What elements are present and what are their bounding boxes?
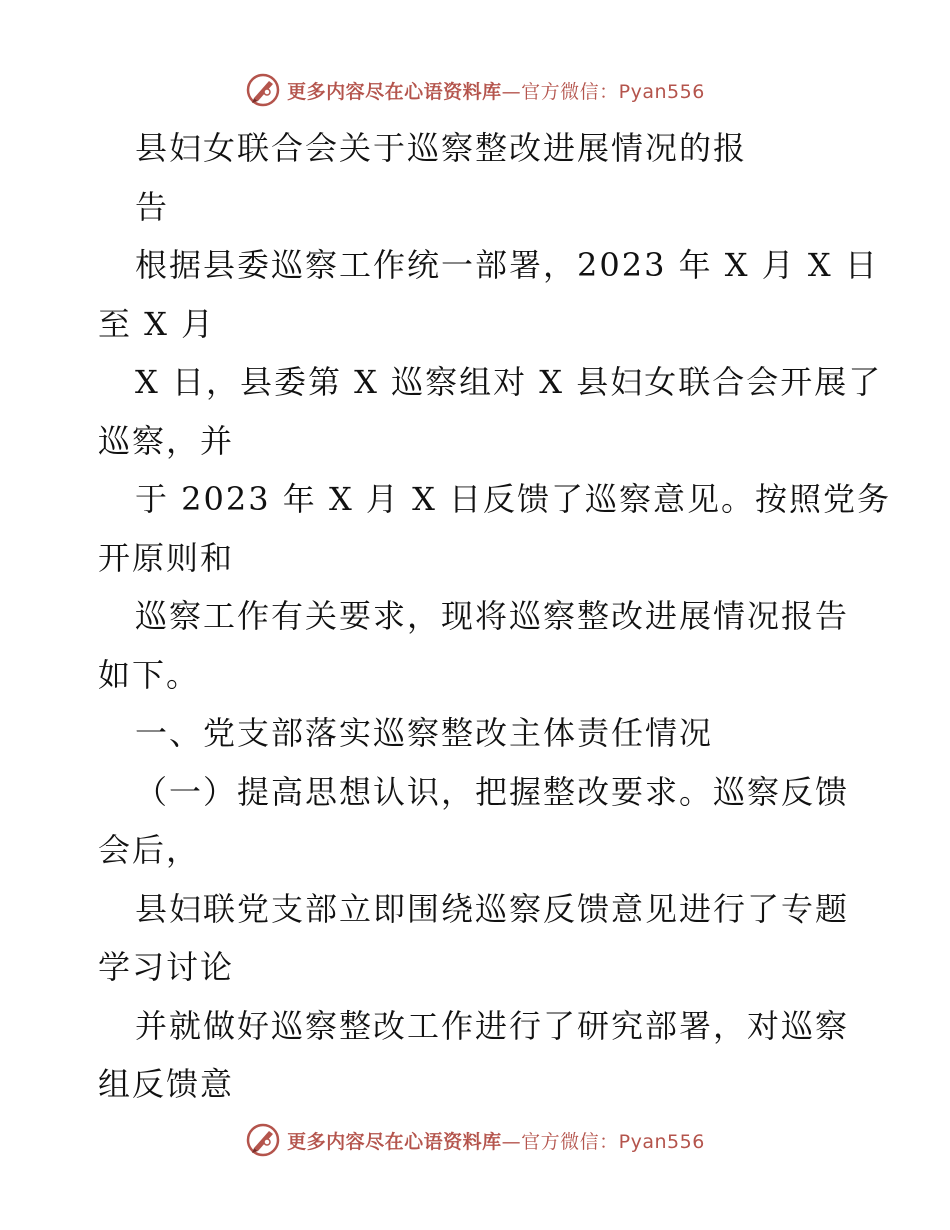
paragraph-line: 学习讨论 [98,948,235,986]
paragraph-line: 并就做好巡察整改工作进行了研究部署，对巡察 [135,1006,850,1045]
footer-banner-wechat-text: 官方微信：Pyan556 [521,1130,705,1153]
pen-logo-icon [245,1122,281,1158]
paragraph-line: 巡察工作有关要求，现将巡察整改进展情况报告 [135,597,850,635]
footer-banner-dash: — [501,1130,522,1153]
paragraph-line: 于 2023 年 X 月 X 日反馈了巡察意见。按照党务 [135,480,892,518]
paragraph-line: 根据县委巡察工作统一部署，2023 年 X 月 X 日 [135,246,879,284]
paragraph-line: 组反馈意 [98,1065,235,1103]
document-body [98,122,892,1117]
document-title-line-2: 告 [135,187,170,226]
paragraph-line: X 日，县委第 X 巡察组对 X 县妇女联合会开展了 [135,363,883,401]
footer-banner-main-text: 更多内容尽在心语资料库 [287,1130,502,1153]
subsection-heading-line: （一）提高思想认识，把握整改要求。巡察反馈 [135,772,850,811]
footer-watermark-banner [0,1120,950,1160]
header-watermark-banner [0,70,950,110]
section-heading: 一、党支部落实巡察整改主体责任情况 [135,714,714,752]
paragraph-line: 巡察，并 [98,421,235,460]
header-banner-dash: — [501,80,522,103]
paragraph-line: 至 X 月 [98,304,216,343]
header-banner-main-text: 更多内容尽在心语资料库 [287,80,502,103]
paragraph-line: 如下。 [98,655,201,694]
header-banner-wechat-text: 官方微信：Pyan556 [521,80,705,103]
document-title-line-1: 县妇女联合会关于巡察整改进展情况的报 [135,129,748,167]
pen-logo-icon [245,72,281,108]
paragraph-line: 县妇联党支部立即围绕巡察反馈意见进行了专题 [135,889,850,928]
paragraph-line: 开原则和 [98,538,235,577]
paragraph-line: 会后， [98,831,201,869]
